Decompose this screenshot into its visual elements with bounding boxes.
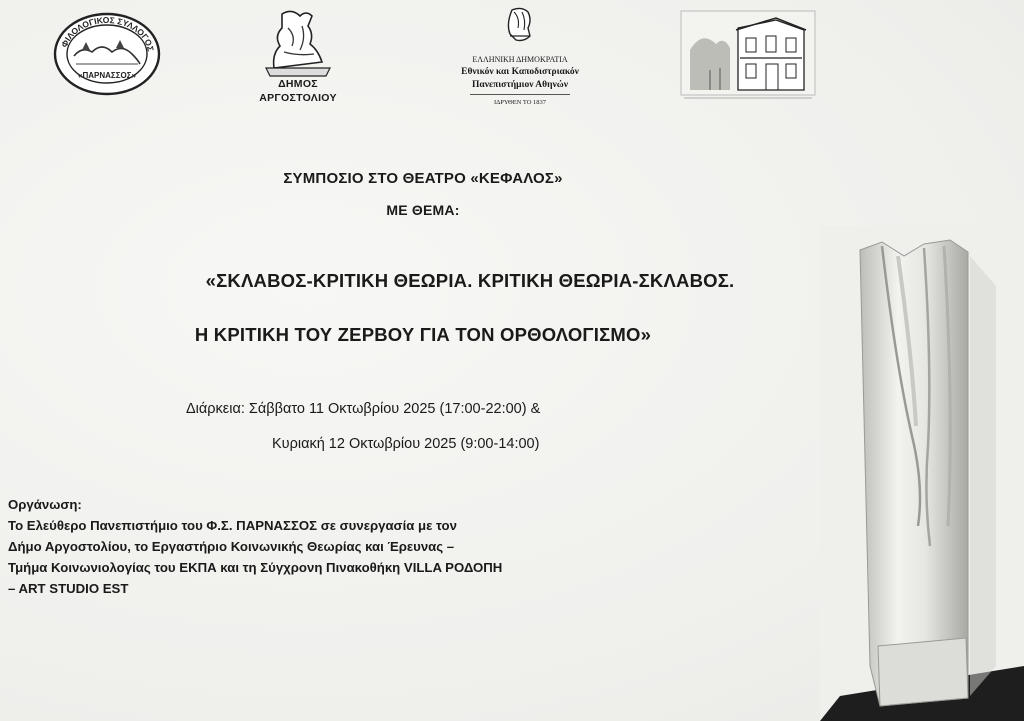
university-line3: Πανεπιστήμιον Αθηνών <box>472 80 568 90</box>
municipality-line1: ΔΗΜΟΣ <box>278 78 318 90</box>
athena-helmet-icon <box>440 6 600 46</box>
seal-name: «ΠΑΡΝΑΣΣΟΣ» <box>78 71 136 80</box>
organization-line-2: Δήμο Αργοστολίου, το Εργαστήριο Κοινωνικής Θεωρίας και Έρευνας – <box>8 539 455 554</box>
university-line4: ΙΔΡΥΘΕΝ ΤΟ 1837 <box>470 94 570 108</box>
organization-line-4: – ART STUDIO EST <box>8 581 129 596</box>
organization-block <box>8 494 628 599</box>
duration-line-1: Διάρκεια: Σάββατο 11 Οκτωβρίου 2025 (17:00-22:00) & <box>186 401 541 417</box>
university-line2: Εθνικόν και Καποδιστριακόν <box>461 67 579 77</box>
university-line1: ΕΛΛΗΝΙΚΗ ΔΗΜΟΚΡΑΤΙΑ <box>472 55 568 64</box>
theme-line-1: «ΣΚΛΑΒΟΣ-ΚΡΙΤΙΚΗ ΘΕΩΡΙΑ. ΚΡΙΤΙΚΗ ΘΕΩΡΙΑ-ΣΚΛΑΒΟΣ. <box>205 270 735 291</box>
university-logo <box>440 6 600 116</box>
municipality-line2: ΑΡΓΟΣΤΟΛΙΟΥ <box>259 92 337 104</box>
sculpture-photo <box>820 226 1024 721</box>
subject-label: ΜΕ ΘΕΜΑ: <box>386 202 460 218</box>
organization-heading: Οργάνωση: <box>8 497 82 512</box>
organization-line-3: Τμήμα Κοινωνιολογίας του ΕΚΠΑ και τη Σύγχρονη Πινακοθήκη VILLA ΡΟΔΟΠΗ <box>8 560 503 575</box>
villa-rodopi-drawing <box>680 10 816 106</box>
philological-society-seal <box>52 12 162 96</box>
statue-emblem-icon <box>248 6 348 78</box>
event-title: ΣΥΜΠΟΣΙΟ ΣΤΟ ΘΕΑΤΡΟ «ΚΕΦΑΛΟΣ» <box>283 170 563 187</box>
organization-line-1: Το Ελεύθερο Πανεπιστήμιο του Φ.Σ. ΠΑΡΝΑΣΣΟΣ σε συνεργασία με τον <box>8 518 457 533</box>
duration-line-2: Κυριακή 12 Οκτωβρίου 2025 (9:00-14:00) <box>272 436 540 452</box>
seal-ring-text: ΦΙΛΟΛΟΓΙΚΟΣ ΣΥΛΛΟΓΟΣ <box>59 14 156 53</box>
theme-line-2: Η ΚΡΙΤΙΚΗ ΤΟΥ ΖΕΡΒΟΥ ΓΙΑ ΤΟΝ ΟΡΘΟΛΟΓΙΣΜΟ» <box>194 324 652 345</box>
municipality-logo <box>248 6 348 108</box>
